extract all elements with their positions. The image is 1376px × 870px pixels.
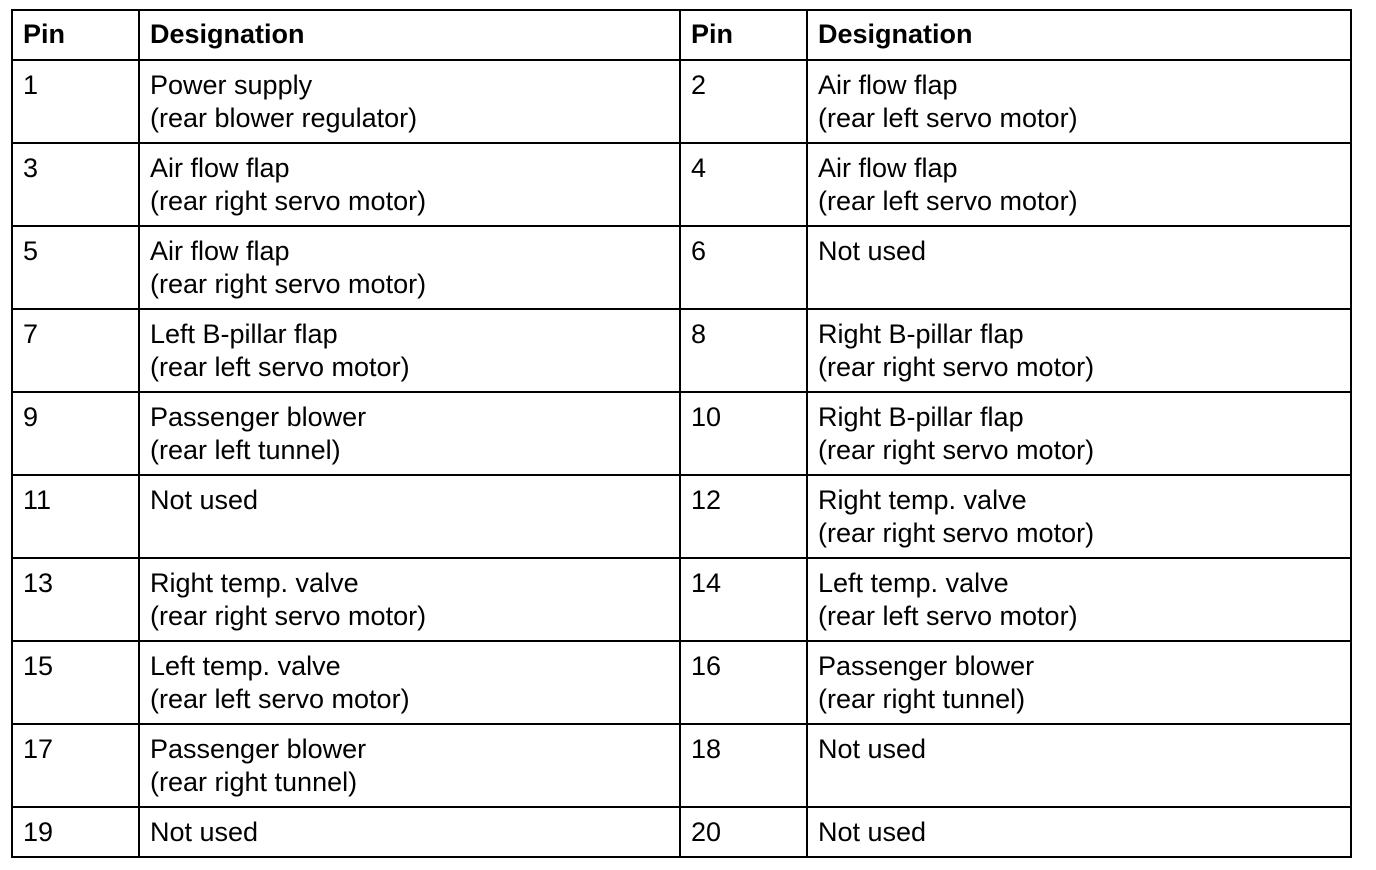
designation-line: (rear left servo motor) <box>818 601 1078 631</box>
pin-cell: 19 <box>12 807 139 857</box>
designation-line: Air flow flap <box>150 153 290 183</box>
designation-line: (rear right tunnel) <box>818 684 1026 714</box>
designation-line: Right B-pillar flap <box>818 319 1024 349</box>
designation-cell <box>807 226 1351 309</box>
designation-line: Air flow flap <box>818 153 958 183</box>
designation-line: (rear left tunnel) <box>150 435 341 465</box>
designation-line: Not used <box>818 236 927 266</box>
designation-line: Passenger blower <box>818 651 1035 681</box>
designation-line: (rear left servo motor) <box>818 103 1078 133</box>
designation-cell <box>139 475 680 558</box>
pin-cell: 10 <box>680 392 807 475</box>
designation-cell <box>807 807 1351 857</box>
pin-cell: 13 <box>12 558 139 641</box>
table-row <box>12 309 1351 392</box>
designation-line: (rear blower regulator) <box>150 103 418 133</box>
designation-line: Left temp. valve <box>150 651 341 681</box>
designation-cell <box>807 724 1351 807</box>
table-row <box>12 392 1351 475</box>
designation-line: (rear right servo motor) <box>150 601 427 631</box>
pin-cell: 18 <box>680 724 807 807</box>
pin-cell: 9 <box>12 392 139 475</box>
table-row <box>12 60 1351 143</box>
designation-line: Air flow flap <box>150 236 290 266</box>
pin-cell: 15 <box>12 641 139 724</box>
designation-cell <box>139 807 680 857</box>
pin-cell: 5 <box>12 226 139 309</box>
pin-cell: 8 <box>680 309 807 392</box>
designation-cell <box>139 558 680 641</box>
designation-line: Passenger blower <box>150 734 367 764</box>
pin-cell: 20 <box>680 807 807 857</box>
pin-cell: 3 <box>12 143 139 226</box>
pin-cell: 6 <box>680 226 807 309</box>
header-designation: Designation <box>139 10 680 60</box>
designation-line: Right B-pillar flap <box>818 402 1024 432</box>
table-row <box>12 724 1351 807</box>
designation-line: Not used <box>818 734 927 764</box>
designation-line: Right temp. valve <box>818 485 1027 515</box>
table-row <box>12 807 1351 857</box>
designation-line: Not used <box>818 817 927 847</box>
pin-cell: 17 <box>12 724 139 807</box>
pin-assignment-table <box>11 9 1352 858</box>
designation-cell <box>807 475 1351 558</box>
designation-line: (rear right tunnel) <box>150 767 358 797</box>
table-row <box>12 641 1351 724</box>
table-row <box>12 475 1351 558</box>
designation-line: (rear right servo motor) <box>150 269 427 299</box>
table-body <box>12 60 1351 857</box>
header-pin: Pin <box>12 10 139 60</box>
designation-line: (rear right servo motor) <box>818 352 1095 382</box>
pin-cell: 12 <box>680 475 807 558</box>
header-designation: Designation <box>807 10 1351 60</box>
designation-cell <box>807 309 1351 392</box>
designation-line: Passenger blower <box>150 402 367 432</box>
designation-line: (rear right servo motor) <box>818 435 1095 465</box>
designation-line: (rear right servo motor) <box>150 186 427 216</box>
pin-cell: 14 <box>680 558 807 641</box>
designation-cell <box>139 641 680 724</box>
header-row <box>12 10 1351 60</box>
pin-cell: 1 <box>12 60 139 143</box>
designation-cell <box>807 641 1351 724</box>
designation-line: Not used <box>150 485 259 515</box>
pin-cell: 11 <box>12 475 139 558</box>
table-row <box>12 143 1351 226</box>
header-pin: Pin <box>680 10 807 60</box>
designation-line: Left temp. valve <box>818 568 1009 598</box>
designation-line: Not used <box>150 817 259 847</box>
designation-cell <box>139 60 680 143</box>
pin-cell: 4 <box>680 143 807 226</box>
pin-cell: 16 <box>680 641 807 724</box>
designation-line: Power supply <box>150 70 313 100</box>
designation-line: Air flow flap <box>818 70 958 100</box>
designation-cell <box>139 226 680 309</box>
designation-cell <box>139 724 680 807</box>
designation-line: Left B-pillar flap <box>150 319 338 349</box>
pin-cell: 2 <box>680 60 807 143</box>
designation-line: (rear right servo motor) <box>818 518 1095 548</box>
designation-line: (rear left servo motor) <box>818 186 1078 216</box>
table-row <box>12 226 1351 309</box>
designation-cell <box>139 309 680 392</box>
table-row <box>12 558 1351 641</box>
designation-line: (rear left servo motor) <box>150 352 410 382</box>
designation-line: Right temp. valve <box>150 568 359 598</box>
designation-cell <box>139 392 680 475</box>
pin-cell: 7 <box>12 309 139 392</box>
designation-cell <box>807 392 1351 475</box>
designation-cell <box>139 143 680 226</box>
designation-cell <box>807 143 1351 226</box>
designation-cell <box>807 60 1351 143</box>
designation-cell <box>807 558 1351 641</box>
designation-line: (rear left servo motor) <box>150 684 410 714</box>
